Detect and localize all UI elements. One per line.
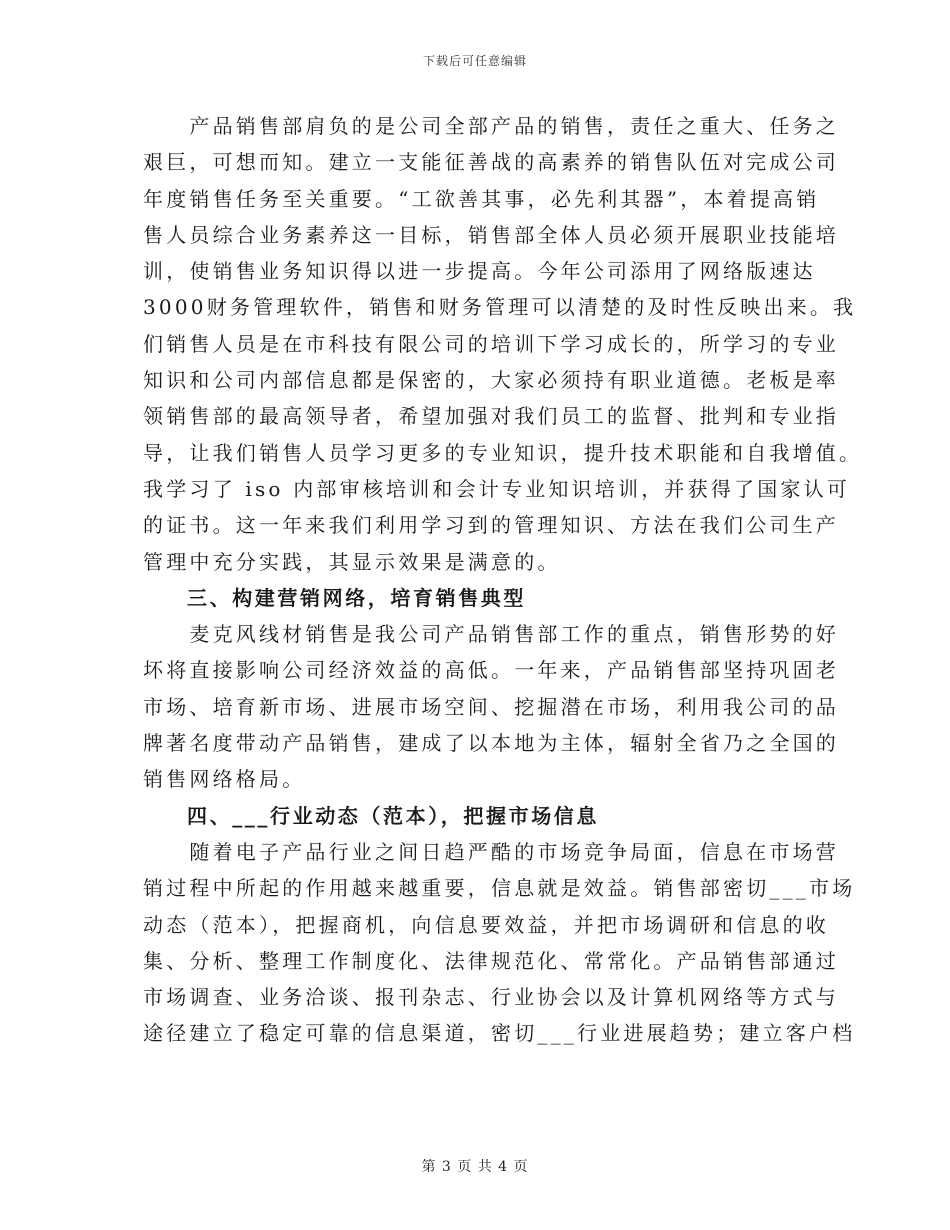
section-heading-3: 三、构建营销网络，培育销售典型 bbox=[187, 585, 526, 610]
text-line: 知识和公司内部信息都是保密的，大家必须持有职业道德。老板是率 bbox=[143, 368, 839, 393]
text-line: 我学习了 iso 内部审核培训和会计专业知识培训，并获得了国家认可 bbox=[143, 476, 851, 501]
text-line: 训，使销售业务知识得以进一步提高。今年公司添用了网络版速达 bbox=[143, 259, 816, 284]
section-heading-4: 四、___行业动态（范本），把握市场信息 bbox=[187, 803, 599, 828]
paragraph-training bbox=[143, 108, 863, 580]
text-line: 艰巨，可想而知。建立一支能征善战的高素养的销售队伍对完成公司 bbox=[143, 150, 839, 175]
paragraph-market-info bbox=[143, 834, 856, 1052]
page-number: 第 3 页 共 4 页 bbox=[421, 1159, 529, 1175]
text-line: 导，让我们销售人员学习更多的专业知识，提升技术职能和自我增值。 bbox=[143, 440, 863, 465]
text-line: 坏将直接影响公司经济效益的高低。一年来，产品销售部坚持巩固老 bbox=[143, 658, 839, 683]
text-line: 动态（范本），把握商机，向信息要效益，并把市场调研和信息的收 bbox=[143, 912, 829, 937]
text-line: 销过程中所起的作用越来越重要，信息就是效益。销售部密切___市场 bbox=[143, 876, 856, 901]
text-line: 随着电子产品行业之间日趋严酷的市场竞争局面，信息在市场营 bbox=[143, 839, 839, 864]
text-line: 产品销售部肩负的是公司全部产品的销售，责任之重大、任务之 bbox=[143, 114, 839, 138]
text-line: 牌著名度带动产品销售，建成了以本地为主体，辐射全省乃之全国的 bbox=[143, 731, 839, 756]
text-line: 售人员综合业务素养这一目标，销售部全体人员必须开展职业技能培 bbox=[143, 222, 839, 247]
text-line: 集、分析、整理工作制度化、法律规范化、常常化。产品销售部通过 bbox=[143, 948, 839, 973]
text-line: 销售网络格局。 bbox=[143, 767, 306, 792]
page-header: 下载后可任意编辑 bbox=[422, 54, 527, 68]
text-line: 的证书。这一年来我们利用学习到的管理知识、方法在我们公司生产 bbox=[143, 513, 839, 538]
text-line: 市场调查、业务洽谈、报刊杂志、行业协会以及计算机网络等方式与 bbox=[143, 985, 839, 1010]
document-body bbox=[143, 108, 863, 1052]
text-line: 途径建立了稳定可靠的信息渠道，密切___行业进展趋势；建立客户档 bbox=[143, 1021, 856, 1046]
text-line: 3000财务管理软件，销售和财务管理可以清楚的及时性反映出来。我 bbox=[143, 295, 857, 320]
text-line: 们销售人员是在市科技有限公司的培训下学习成长的，所学习的专业 bbox=[143, 331, 839, 356]
text-line: 管理中充分实践，其显示效果是满意的。 bbox=[143, 549, 561, 574]
paragraph-network bbox=[143, 616, 839, 797]
text-line: 麦克风线材销售是我公司产品销售部工作的重点，销售形势的好 bbox=[143, 622, 839, 647]
text-line: 年度销售任务至关重要。“工欲善其事，必先利其器”，本着提高销 bbox=[143, 186, 820, 211]
text-line: 领销售部的最高领导者，希望加强对我们员工的监督、批判和专业指 bbox=[143, 404, 839, 429]
text-line: 市场、培育新市场、进展市场空间、挖掘潜在市场，利用我公司的品 bbox=[143, 694, 839, 719]
